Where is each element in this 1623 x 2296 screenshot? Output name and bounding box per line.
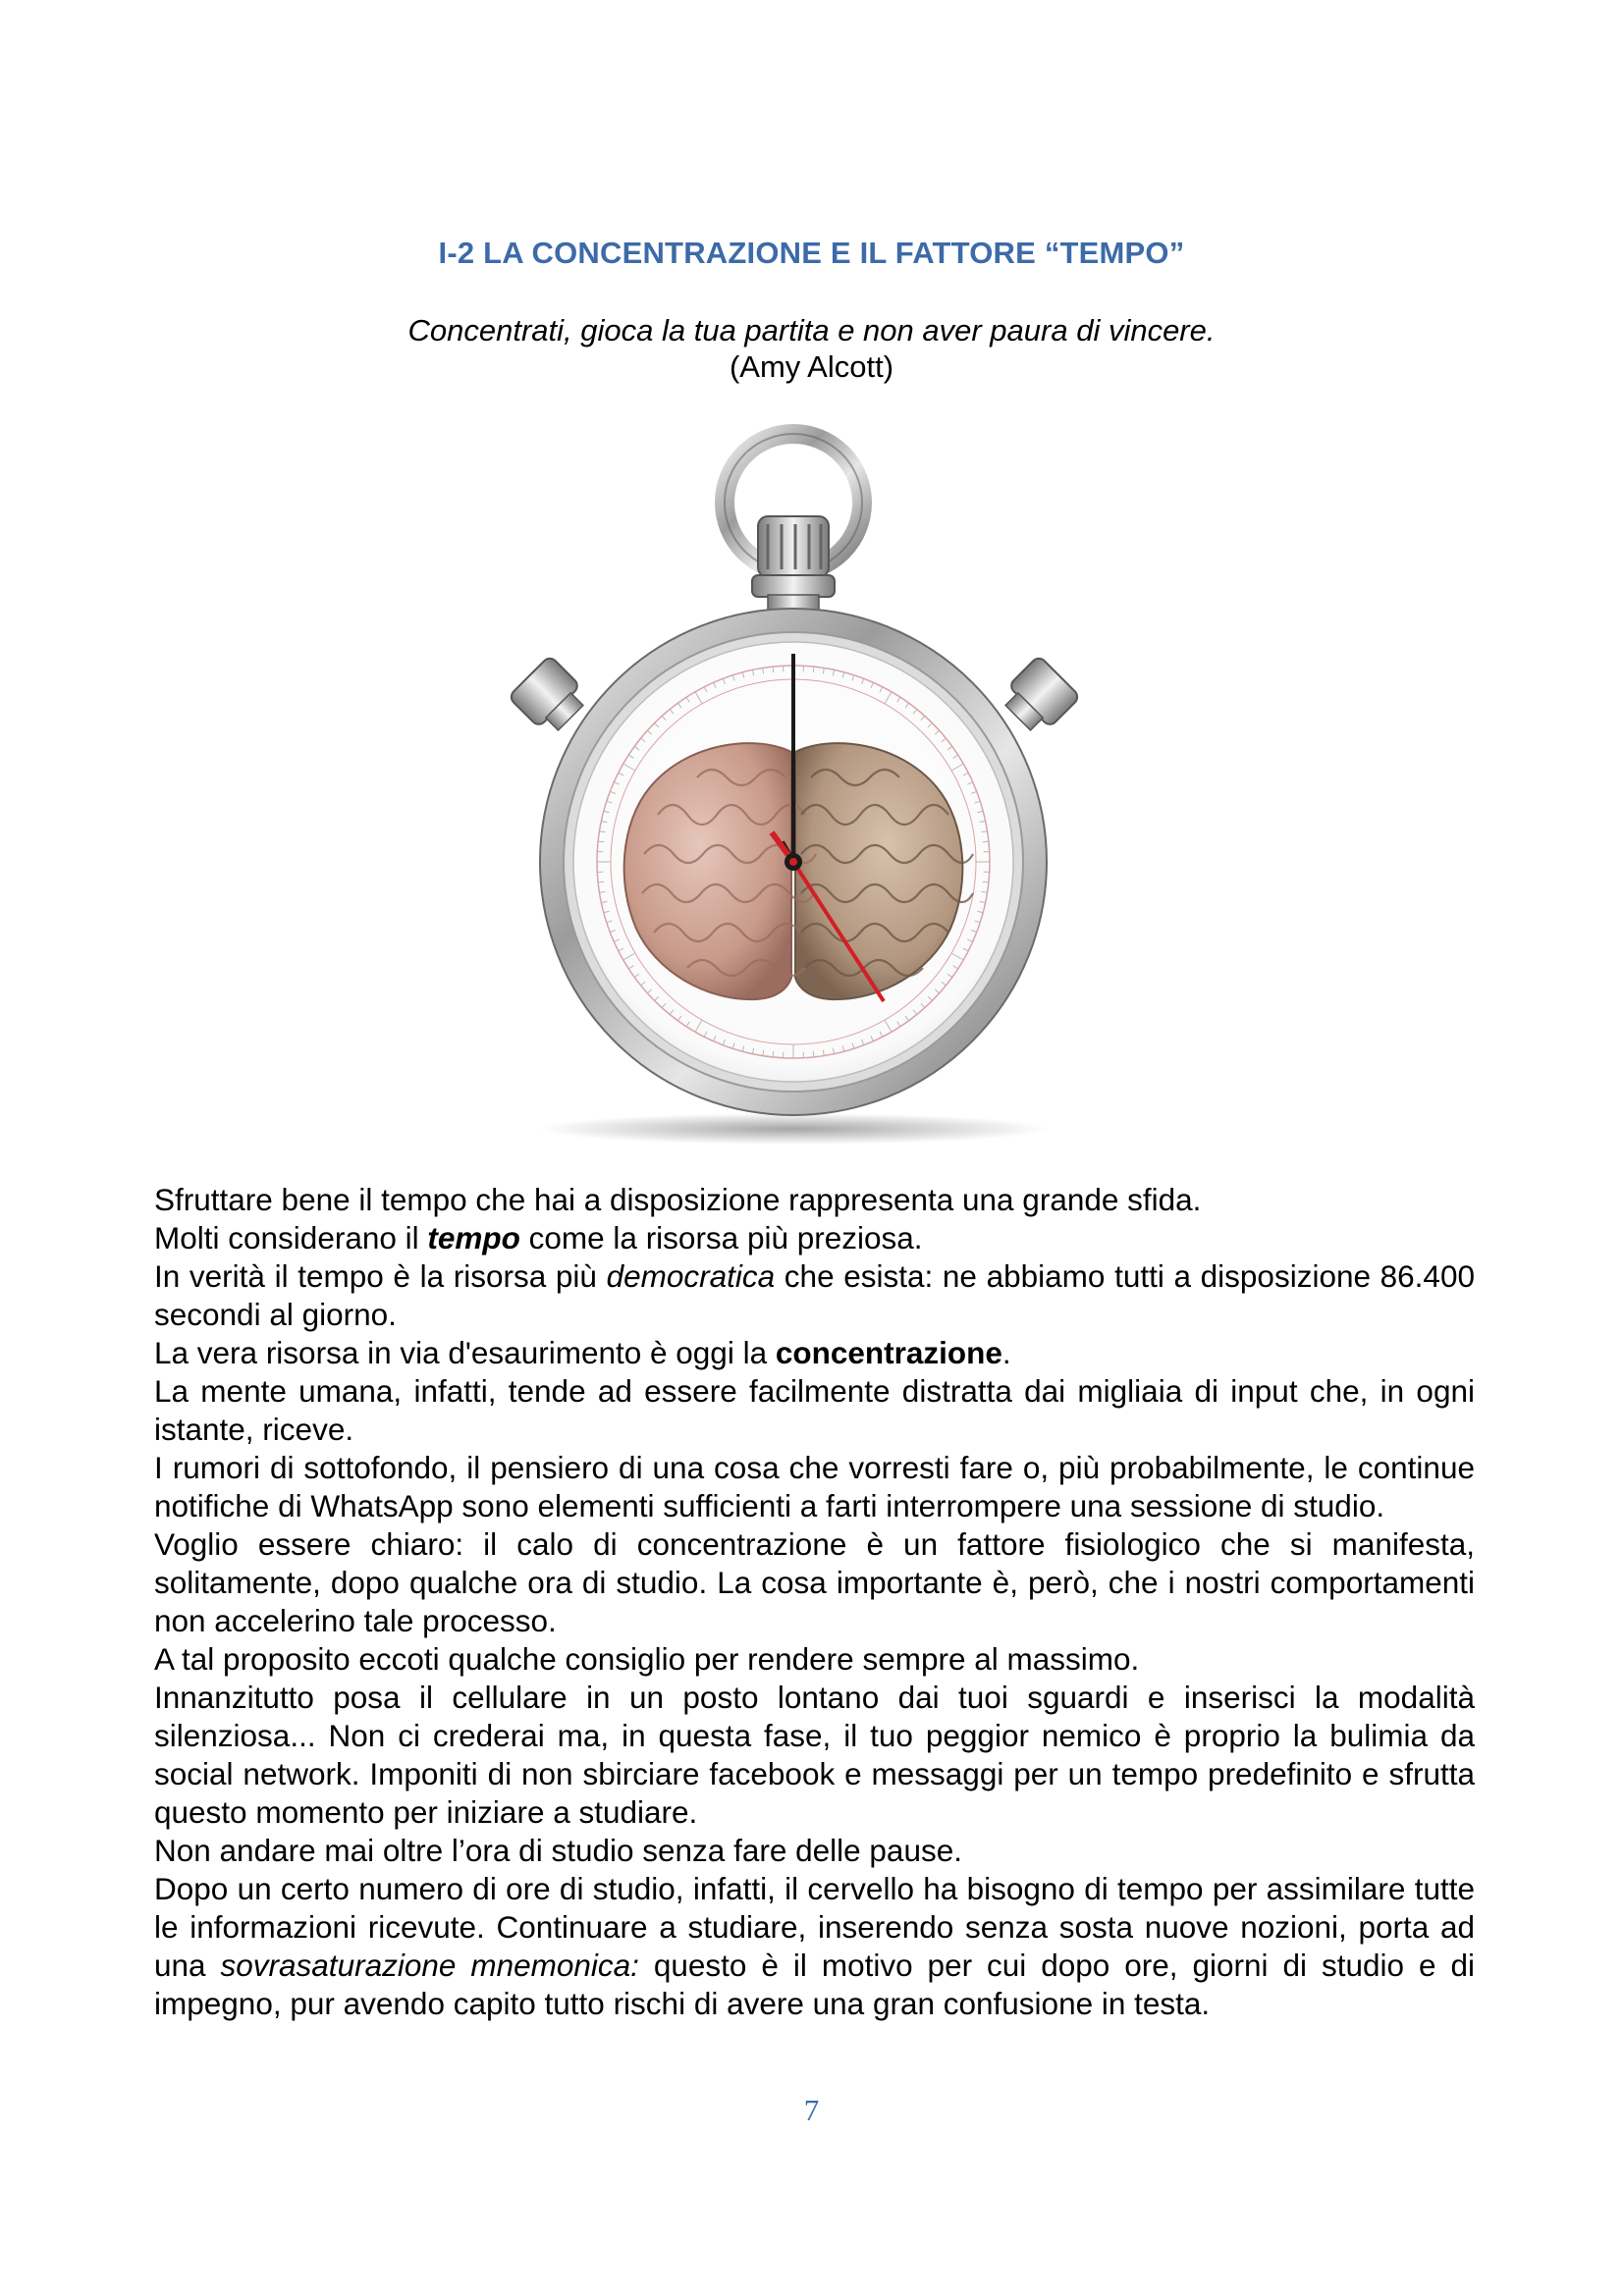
body-paragraph [154,1832,1475,1870]
body-paragraph [154,1525,1475,1640]
emphasis-text: concentrazione [775,1335,1002,1370]
body-paragraph [154,1679,1475,1832]
paragraph-text: che esista: ne abbiamo tutti a disposizione 86.400 secondi al giorno. [154,1258,1475,1332]
paragraph-text: . [1001,1335,1011,1370]
body-text [154,1181,1475,2023]
body-paragraph [154,1372,1475,1449]
paragraph-text: Innanzitutto posa il cellulare in un posto lontano dai tuoi sguardi e inserisci la modalità silenziosa... Non ci crederai ma, in questa fase, il tuo peggior nemico è proprio la bulimia da social network. Imponiti di non sbirciare facebook e messaggi per un tempo predefinito e sfrutta questo momento per iniziare a studiare. [154,1680,1475,1830]
paragraph-text: Sfruttare bene il tempo che hai a disposizione rappresenta una grande sfida. [154,1182,1202,1217]
body-paragraph [154,1870,1475,2023]
emphasis-text: tempo [427,1220,520,1255]
paragraph-text: In verità il tempo è la risorsa più [154,1258,607,1294]
stopwatch-brain-illustration [363,422,1276,1148]
paragraph-text: Molti considerano il [154,1220,428,1255]
stopwatch-icon [363,422,1276,1148]
paragraph-text: Dopo un certo numero di ore di studio, infatti, il cervello ha bisogno di tempo per assimilare tutte le informazioni ricevute. Continuare a studiare, inserendo senza sosta nuove nozioni, porta ad una [154,1871,1475,1983]
quote-author: (Amy Alcott) [729,349,894,384]
paragraph-text: La vera risorsa in via d'esaurimento è oggi la [154,1335,776,1370]
paragraph-text: come la risorsa più preziosa. [519,1220,923,1255]
paragraph-text: Voglio essere chiaro: il calo di concentrazione è un fattore fisiologico che si manifesta, solitamente, dopo qualche ora di studio. La cosa importante è, però, che i nostri comportamenti non accelerino tale processo. [154,1526,1475,1638]
page-number: 7 [803,2093,820,2127]
body-paragraph [154,1640,1475,1679]
paragraph-text: questo è il motivo per cui dopo ore, giorni di studio e di impegno, pur avendo capito tutto rischi di avere una gran confusione in testa. [154,1948,1475,2021]
body-paragraph [154,1334,1475,1372]
paragraph-text: Non andare mai oltre l’ora di studio senza fare delle pause. [154,1833,962,1868]
paragraph-text: A tal proposito eccoti qualche consiglio per rendere sempre al massimo. [154,1641,1140,1677]
section-heading: I-2 LA CONCENTRAZIONE E IL FATTORE “TEMPO” [438,236,1185,270]
body-paragraph [154,1257,1475,1334]
body-paragraph [154,1181,1475,1219]
emphasis-text: democratica [606,1258,776,1294]
body-paragraph [154,1219,1475,1257]
emphasis-text: sovrasaturazione mnemonica: [220,1948,639,1983]
paragraph-text: I rumori di sottofondo, il pensiero di una cosa che vorresti fare o, più probabilmente, le continue notifiche di WhatsApp sono elementi sufficienti a farti interrompere una sessione di studio. [154,1450,1475,1523]
paragraph-text: La mente umana, infatti, tende ad essere facilmente distratta dai migliaia di input che, in ogni istante, riceve. [154,1373,1475,1447]
quote-text: Concentrati, gioca la tua partita e non aver paura di vincere. [407,313,1216,347]
body-paragraph [154,1449,1475,1525]
epigraph [0,312,1623,385]
